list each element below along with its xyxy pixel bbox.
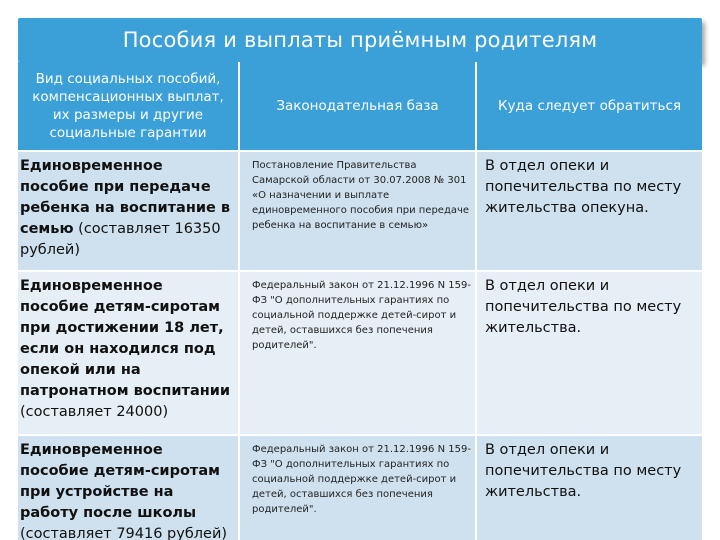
where-to-apply-cell: В отдел опеки и попечительства по месту жительства. bbox=[476, 435, 702, 540]
where-to-apply-cell: В отдел опеки и попечительства по месту жительства опекуна. bbox=[476, 151, 702, 271]
header-benefit-type: Вид социальных пособий, компенсационных выплат, их размеры и другие социальные гарантии bbox=[18, 62, 239, 151]
benefit-name: Единовременное пособие детям-сиротам при устройстве на работу после школы bbox=[20, 442, 220, 521]
benefit-cell bbox=[18, 271, 239, 435]
table-row bbox=[18, 151, 702, 271]
benefits-table bbox=[18, 62, 702, 540]
table-row bbox=[18, 271, 702, 435]
benefit-cell bbox=[18, 435, 239, 540]
benefit-amount: (составляет 16350 рублей) bbox=[20, 221, 221, 258]
where-to-apply-cell: В отдел опеки и попечительства по месту жительства. bbox=[476, 271, 702, 435]
benefit-name: Единовременное пособие при передаче ребенка на воспитание в семью bbox=[20, 158, 231, 237]
header-legal-basis: Законодательная база bbox=[239, 62, 476, 151]
header-where-to-apply: Куда следует обратиться bbox=[476, 62, 702, 151]
table-row bbox=[18, 435, 702, 540]
benefit-amount: (составляет 79416 рублей) bbox=[20, 526, 228, 540]
legal-basis-cell: Федеральный закон от 21.12.1996 N 159-ФЗ "О дополнительных гарантиях по социальной поддержке детей-сирот и детей, оставшихся без попечения родителей". bbox=[239, 271, 476, 435]
legal-basis-cell: Постановление Правительства Самарской области от 30.07.2008 № 301 «О назначении и выплате единовременного пособия при передаче ребенка на воспитание в семью» bbox=[239, 151, 476, 271]
legal-basis-cell: Федеральный закон от 21.12.1996 N 159-ФЗ "О дополнительных гарантиях по социальной поддержке детей-сирот и детей, оставшихся без попечения родителей". bbox=[239, 435, 476, 540]
title-bar bbox=[18, 18, 702, 62]
benefit-name: Единовременное пособие детям-сиротам при достижении 18 лет, если он находился под опекой или на патронатном воспитании bbox=[20, 278, 231, 399]
table-header-row bbox=[18, 62, 702, 151]
page-title: Пособия и выплаты приёмным родителям bbox=[122, 28, 598, 52]
benefits-table-container bbox=[18, 62, 702, 540]
benefit-cell bbox=[18, 151, 239, 271]
benefit-amount: (составляет 24000) bbox=[20, 404, 169, 420]
